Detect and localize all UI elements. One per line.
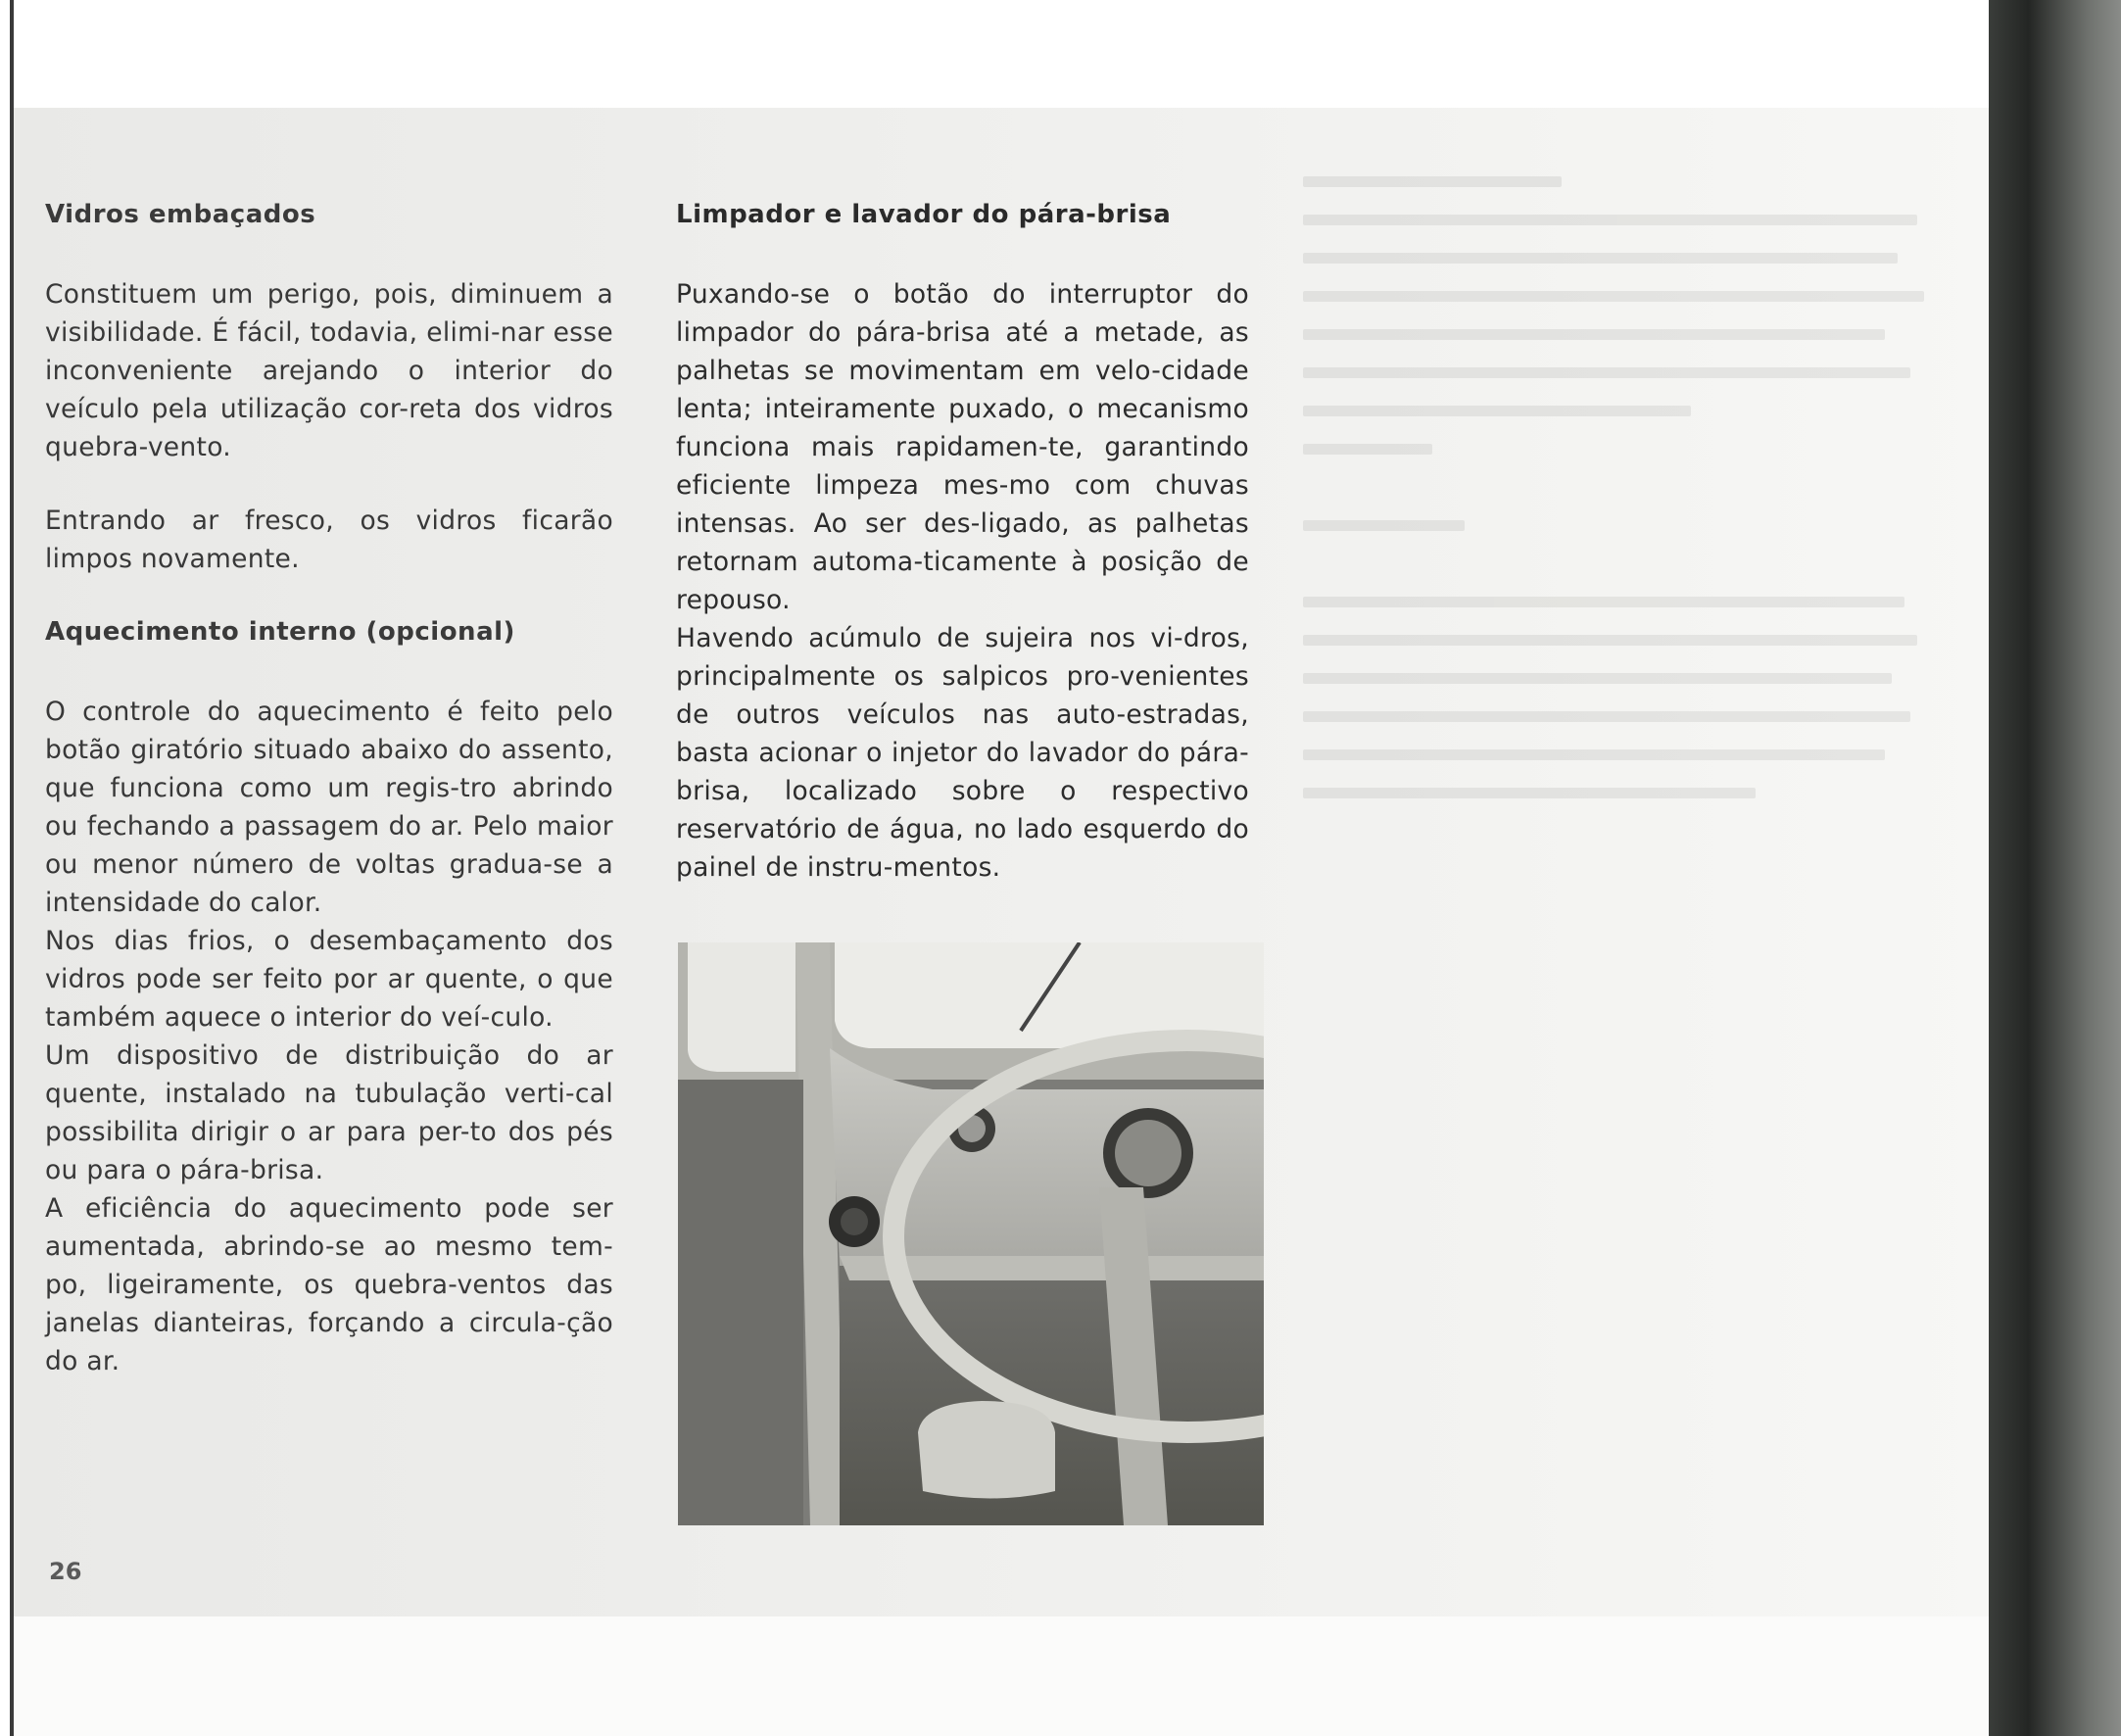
paragraph: Um dispositivo de distribuição do ar quente, instalado na tubulação verti-cal possibilita dirigir o ar para per-to dos pés ou para o pára-brisa. [45,1040,613,1185]
bleed-through-text [1303,176,1950,1058]
paragraph: Constituem um perigo, pois, diminuem a visibilidade. É fácil, todavia, elimi-nar esse inconveniente arejando o interior do veículo pela utilização cor-reta dos vidros quebra-vento. [45,279,613,462]
heading-vidros-embacados: Vidros embaçados [45,200,316,229]
paragraph: Nos dias frios, o desembaçamento dos vidros pode ser feito por ar quente, o que também aquece o interior do veí-culo. [45,926,613,1033]
dashboard-photo [678,942,1264,1525]
page-number: 26 [49,1558,82,1585]
page-top-margin [14,0,1989,108]
left-text-column [45,196,613,1380]
paragraph: O controle do aquecimento é feito pelo botão giratório situado abaixo do assento, que funciona como um regis-tro abrindo ou fechando a passagem do ar. Pelo maior ou menor número de voltas gradua-se a intensidade do calor. [45,697,613,918]
middle-text-column [676,196,1249,887]
book-spine-shadow [1989,0,2121,1736]
paragraph: Havendo acúmulo de sujeira nos vi-dros, principalmente os salpicos pro-venientes de outros veículos nas auto-estradas, basta acionar o injetor do lavador do pára-brisa, localizado sobre o respectivo reservatório de água, no lado esquerdo do painel de instru-mentos. [676,623,1249,883]
page-bottom-margin [14,1616,1989,1736]
paragraph: Puxando-se o botão do interruptor do limpador do pára-brisa até a metade, as palhetas se movimentam em velo-cidade lenta; inteiramente puxado, o mecanismo funciona mais rapidamen-te, garantindo eficiente limpeza mes-mo com chuvas intensas. Ao ser des-ligado, as palhetas retornam automa-ticamente à posição de repouso. [676,279,1249,615]
heading-aquecimento-interno: Aquecimento interno (opcional) [45,617,515,647]
paragraph: Entrando ar fresco, os vidros ficarão limpos novamente. [45,506,613,574]
dashboard-illustration [678,942,1264,1525]
paragraph: A eficiência do aquecimento pode ser aumentada, abrindo-se ao mesmo tem-po, ligeiramente, os quebra-ventos das janelas dianteiras, forçando a circula-ção do ar. [45,1193,613,1376]
heading-limpador-lavador: Limpador e lavador do pára-brisa [676,200,1172,229]
